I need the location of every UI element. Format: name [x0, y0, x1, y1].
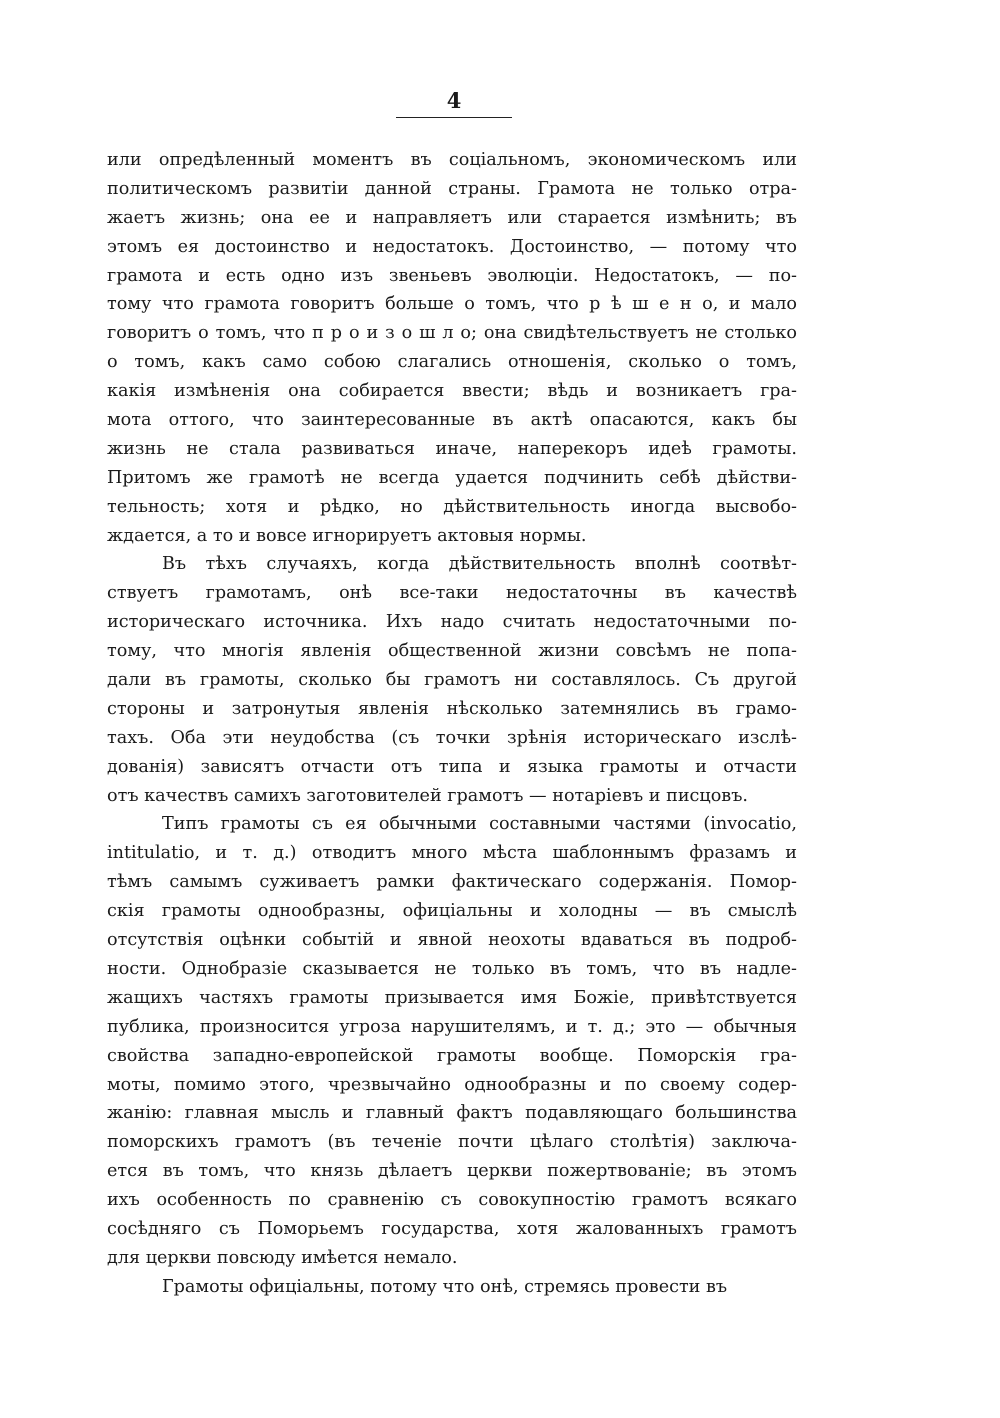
- text-line: грамота и есть одно изъ звеньевъ эволюціи. Недостатокъ, — по-: [107, 265, 797, 286]
- text-line: Въ тѣхъ случаяхъ, когда дѣйствительность вполнѣ соотвѣт-: [162, 554, 797, 575]
- text-line: ется въ томъ, что князь дѣлаетъ церкви пожертвованіе; въ этомъ: [107, 1161, 797, 1182]
- paragraph: [107, 810, 797, 1272]
- text-line: отъ качествъ самихъ заготовителей грамотъ — нотаріевъ и писцовъ.: [107, 785, 748, 806]
- text-line: жаетъ жизнь; она ее и направляетъ или старается измѣнить; въ: [107, 207, 797, 228]
- text-line: тельность; хотя и рѣдко, но дѣйствительность иногда высвобо-: [107, 496, 797, 517]
- text-line: Грамоты офиціальны, потому что онѣ, стремясь провести въ: [162, 1276, 728, 1297]
- text-line: стороны и затронутыя явленія нѣсколько затемнялись въ грамо-: [107, 698, 797, 719]
- body-text: [107, 146, 797, 1302]
- text-line: политическомъ развитіи данной страны. Грамота не только отра-: [107, 178, 797, 199]
- text-line: сосѣдняго съ Поморьемъ государства, хотя жалованныхъ грамотъ: [107, 1218, 797, 1239]
- text-line: ихъ особенность по сравненію съ совокупностію грамотъ всякаго: [107, 1190, 797, 1211]
- text-line: тому что грамота говоритъ больше о томъ, что р ѣ ш е н о, и мало: [107, 294, 797, 315]
- text-line: поморскихъ грамотъ (въ теченіе почти цѣлаго столѣтія) заключа-: [107, 1132, 797, 1153]
- text-line: моты, помимо этого, чрезвычайно однообразны и по своему содер-: [107, 1074, 797, 1095]
- text-line: жащихъ частяхъ грамоты призывается имя Божіе, привѣтствуется: [107, 987, 797, 1008]
- text-line: Типъ грамоты съ ея обычными составными частями (invocatio,: [162, 814, 797, 835]
- text-line: говоритъ о томъ, что п р о и з о ш л о; она свидѣтельствуетъ не столько: [107, 323, 797, 344]
- text-line: о томъ, какъ само собою слагались отношенія, сколько о томъ,: [107, 352, 797, 373]
- page-number: 4: [446, 88, 462, 113]
- text-line: тому, что многія явленія общественной жизни совсѣмъ не попа-: [107, 641, 797, 662]
- text-line: ждается, а то и вовсе игнорируетъ актовыя нормы.: [107, 525, 587, 546]
- text-line: жизнь не стала развиваться иначе, наперекоръ идеѣ грамоты.: [107, 438, 797, 459]
- text-line: тахъ. Оба эти неудобства (съ точки зрѣнія историческаго изслѣ-: [107, 727, 797, 748]
- text-line: отсутствія оцѣнки событій и явной неохоты вдаваться въ подроб-: [107, 930, 797, 951]
- text-line: ствуетъ грамотамъ, онѣ все-таки недостаточны въ качествѣ: [107, 583, 797, 604]
- text-line: жанію: главная мысль и главный фактъ подавляющаго большинства: [107, 1103, 797, 1124]
- text-line: свойства западно-европейской грамоты вообще. Поморскія гра-: [107, 1045, 797, 1066]
- text-line: публика, произносится угроза нарушителямъ, и т. д.; это — обычныя: [107, 1016, 797, 1037]
- paragraph: [107, 146, 797, 550]
- text-line: или опредѣленный моментъ въ соціальномъ, экономическомъ или: [107, 150, 797, 170]
- text-line: intitulatio, и т. д.) отводитъ много мѣста шаблоннымъ фразамъ и: [107, 843, 797, 864]
- text-line: дали въ грамоты, сколько бы грамотъ ни составлялось. Съ другой: [107, 670, 797, 691]
- header-rule: [396, 117, 512, 118]
- text-line: этомъ ея достоинство и недостатокъ. Достоинство, — потому что: [107, 236, 797, 257]
- text-line: ности. Однобразіе сказывается не только въ томъ, что въ надле-: [107, 958, 797, 979]
- text-line: дованія) зависятъ отчасти отъ типа и языка грамоты и отчасти: [107, 756, 797, 777]
- text-line: какія измѣненія она собирается ввести; вѣдь и возникаетъ гра-: [107, 381, 797, 402]
- paragraph: [107, 1273, 797, 1302]
- text-line: скія грамоты однообразны, офиціальны и холодны — въ смыслѣ: [107, 901, 797, 922]
- paragraph: [107, 550, 797, 810]
- text-line: историческаго источника. Ихъ надо считать недостаточными по-: [107, 612, 797, 633]
- text-line: для церкви повсюду имѣется немало.: [107, 1247, 458, 1268]
- text-line: тѣмъ самымъ суживаетъ рамки фактическаго содержанія. Помор-: [107, 872, 797, 893]
- text-line: мота оттого, что заинтересованные въ актѣ опасаются, какъ бы: [107, 410, 797, 431]
- text-line: Притомъ же грамотѣ не всегда удается подчинить себѣ дѣйстви-: [107, 467, 797, 488]
